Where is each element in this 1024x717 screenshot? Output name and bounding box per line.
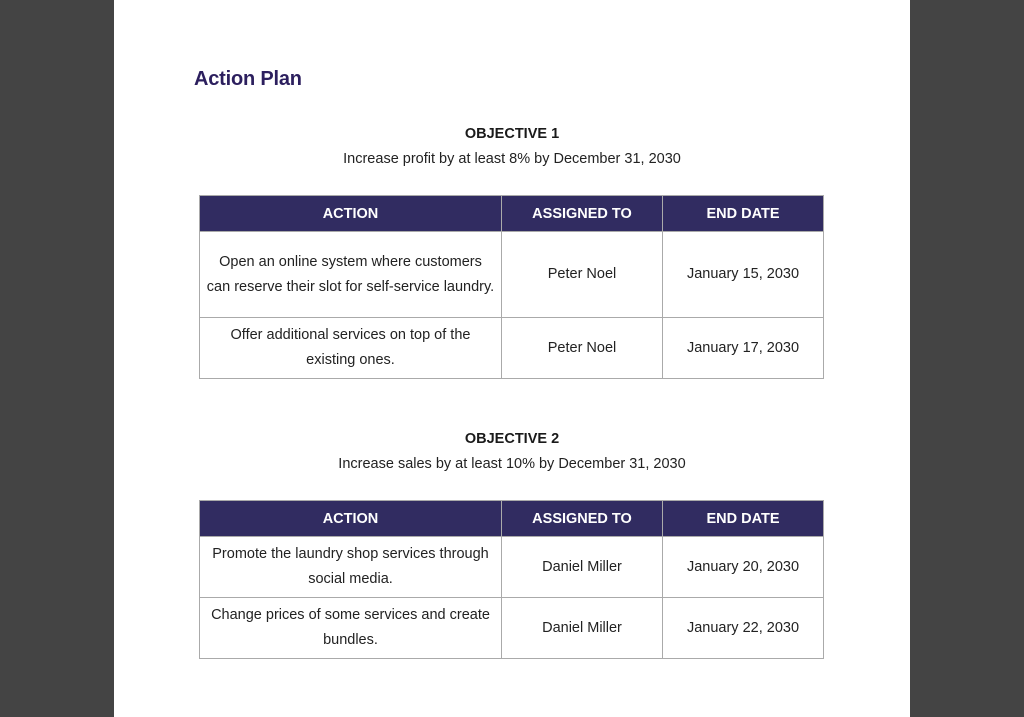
objective-heading: OBJECTIVE 1 [464, 126, 560, 142]
objective-1-block [114, 125, 910, 168]
action-cell: Open an online system where customers can reserve their slot for self-service laundry. [200, 232, 502, 318]
objective-description: Increase sales by at least 10% by December 31, 2030 [338, 456, 686, 472]
objective-heading: OBJECTIVE 2 [464, 431, 560, 447]
action-cell: Offer additional services on top of the existing ones. [200, 318, 502, 379]
action-cell: Promote the laundry shop services through social media. [200, 537, 502, 598]
assigned-to-cell: Daniel Miller [502, 537, 663, 598]
objective-1-action-table [199, 195, 824, 379]
end-date-cell: January 22, 2030 [663, 598, 824, 659]
objective-2-block [114, 430, 910, 473]
table-header-row [200, 196, 824, 232]
document-page [114, 0, 910, 717]
column-header-action: ACTION [200, 196, 502, 232]
end-date-cell: January 15, 2030 [663, 232, 824, 318]
objective-description: Increase profit by at least 8% by December 31, 2030 [343, 151, 681, 167]
page-title: Action Plan [194, 68, 302, 90]
table-row [200, 232, 824, 318]
table-header-row [200, 501, 824, 537]
table-row [200, 598, 824, 659]
objective-2-action-table [199, 500, 824, 659]
end-date-cell: January 17, 2030 [663, 318, 824, 379]
column-header-assigned-to: ASSIGNED TO [502, 196, 663, 232]
column-header-assigned-to: ASSIGNED TO [502, 501, 663, 537]
action-cell: Change prices of some services and create bundles. [200, 598, 502, 659]
column-header-action: ACTION [200, 501, 502, 537]
table-row [200, 537, 824, 598]
assigned-to-cell: Peter Noel [502, 232, 663, 318]
column-header-end-date: END DATE [663, 196, 824, 232]
assigned-to-cell: Daniel Miller [502, 598, 663, 659]
assigned-to-cell: Peter Noel [502, 318, 663, 379]
column-header-end-date: END DATE [663, 501, 824, 537]
end-date-cell: January 20, 2030 [663, 537, 824, 598]
table-row [200, 318, 824, 379]
